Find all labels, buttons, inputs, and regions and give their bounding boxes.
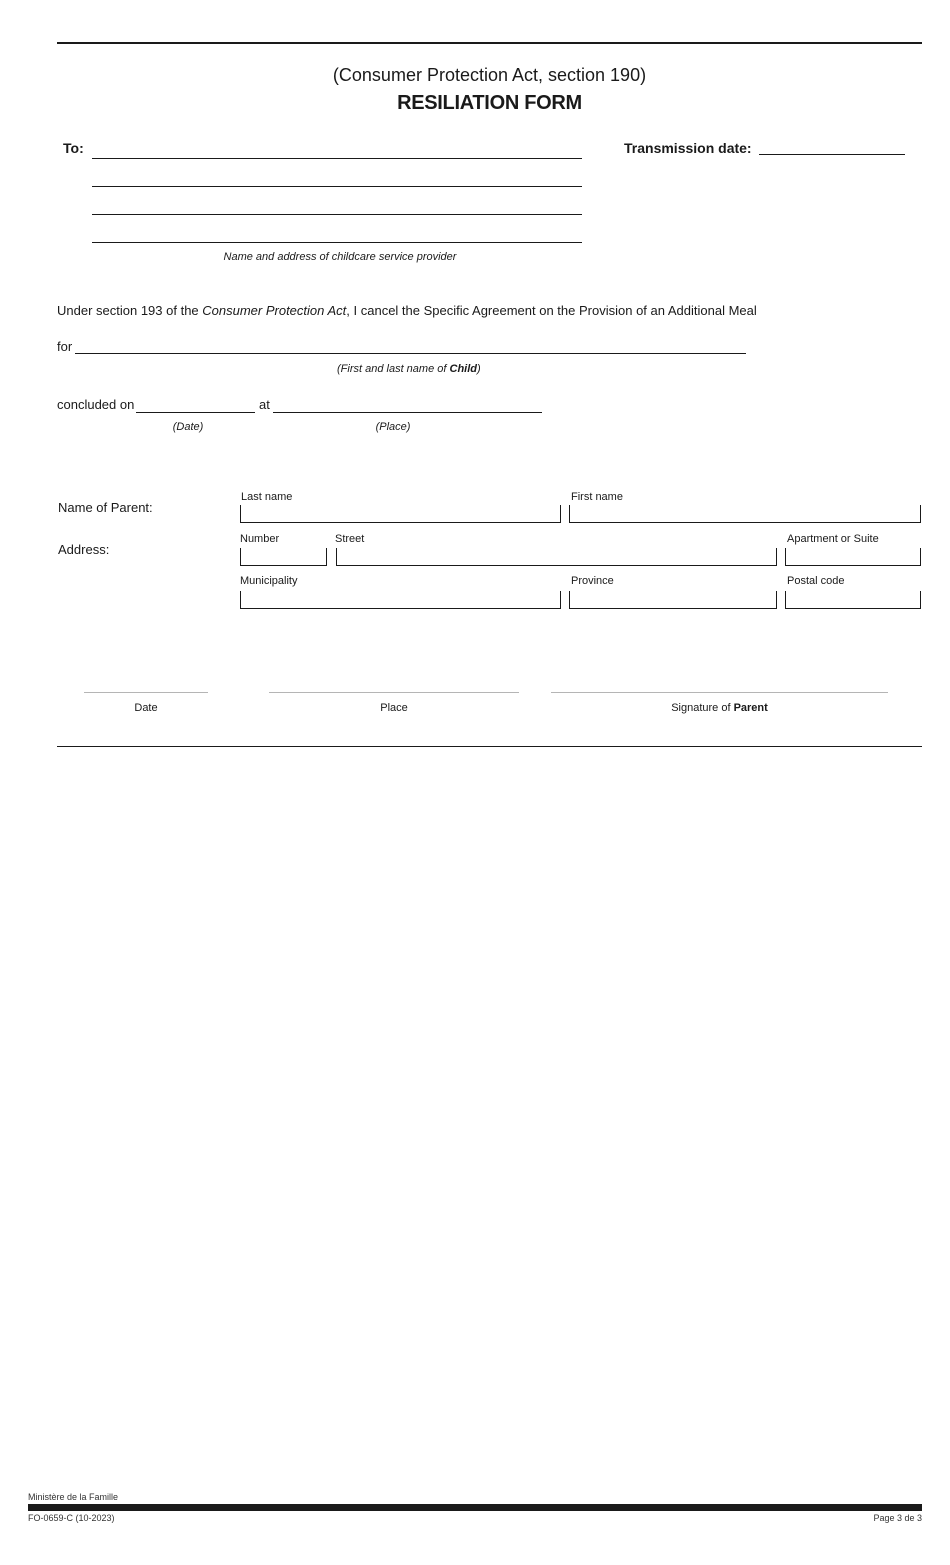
- concluded-label: concluded on: [57, 397, 135, 412]
- statement-part-2: , I cancel the Specific Agreement on the Provision of an Additional Meal: [346, 303, 757, 318]
- municipality-label: Municipality: [240, 575, 298, 587]
- to-label: To:: [63, 140, 84, 156]
- apartment-label: Apartment or Suite: [787, 533, 879, 545]
- at-label: at: [259, 397, 270, 412]
- street-label: Street: [335, 533, 365, 545]
- provider-line-3[interactable]: [92, 214, 582, 215]
- signature-bold: Parent: [733, 702, 768, 714]
- signature-date-label: Date: [134, 702, 158, 714]
- child-caption-close: ): [477, 363, 481, 375]
- number-label: Number: [240, 533, 280, 545]
- footer-bar: [28, 1504, 922, 1511]
- signature-place-label: Place: [380, 702, 408, 714]
- for-label: for: [57, 339, 73, 354]
- province-label: Province: [571, 575, 614, 587]
- province-field[interactable]: [569, 591, 777, 609]
- signature-place-line[interactable]: [269, 692, 519, 693]
- last-name-label: Last name: [241, 491, 293, 503]
- parent-signature-label: [551, 701, 888, 715]
- date-caption: (Date): [172, 421, 204, 433]
- form-code: FO-0659-C (10-2023): [28, 1513, 115, 1523]
- postal-code-label: Postal code: [787, 575, 845, 587]
- form-title: RESILIATION FORM: [397, 92, 582, 114]
- number-field[interactable]: [240, 548, 327, 566]
- apartment-field[interactable]: [785, 548, 921, 566]
- child-name-field[interactable]: [75, 353, 746, 354]
- first-name-label: First name: [571, 491, 623, 503]
- municipality-field[interactable]: [240, 591, 561, 609]
- concluded-place-field[interactable]: [273, 412, 542, 413]
- page-number: Page 3 de 3: [873, 1513, 922, 1523]
- statement-text: [57, 303, 757, 319]
- child-caption: [337, 362, 481, 376]
- transmission-date-label: Transmission date:: [624, 140, 752, 156]
- address-label: Address:: [58, 542, 110, 557]
- statement-part-1: Under section 193 of the: [57, 303, 203, 318]
- provider-line-1[interactable]: [92, 158, 582, 159]
- transmission-date-field[interactable]: [759, 154, 905, 155]
- signature-date-line[interactable]: [84, 692, 208, 693]
- street-field[interactable]: [336, 548, 777, 566]
- section-bottom-rule: [57, 746, 922, 747]
- postal-code-field[interactable]: [785, 591, 921, 609]
- child-caption-bold: Child: [449, 363, 477, 375]
- first-name-field[interactable]: [569, 505, 921, 523]
- provider-line-4[interactable]: [92, 242, 582, 243]
- form-subtitle: (Consumer Protection Act, section 190): [332, 65, 647, 85]
- signature-prefix: Signature of: [671, 702, 734, 714]
- place-caption: (Place): [375, 421, 411, 433]
- top-rule: [57, 42, 922, 44]
- parent-name-label: Name of Parent:: [58, 500, 153, 515]
- concluded-date-field[interactable]: [136, 412, 255, 413]
- act-name: Consumer Protection Act: [202, 303, 347, 318]
- ministry-name: Ministère de la Famille: [28, 1492, 119, 1502]
- provider-line-2[interactable]: [92, 186, 582, 187]
- provider-caption: Name and address of childcare service provider: [223, 251, 457, 263]
- last-name-field[interactable]: [240, 505, 561, 523]
- parent-signature-line[interactable]: [551, 692, 888, 693]
- child-caption-open: (First and last name of: [337, 363, 450, 375]
